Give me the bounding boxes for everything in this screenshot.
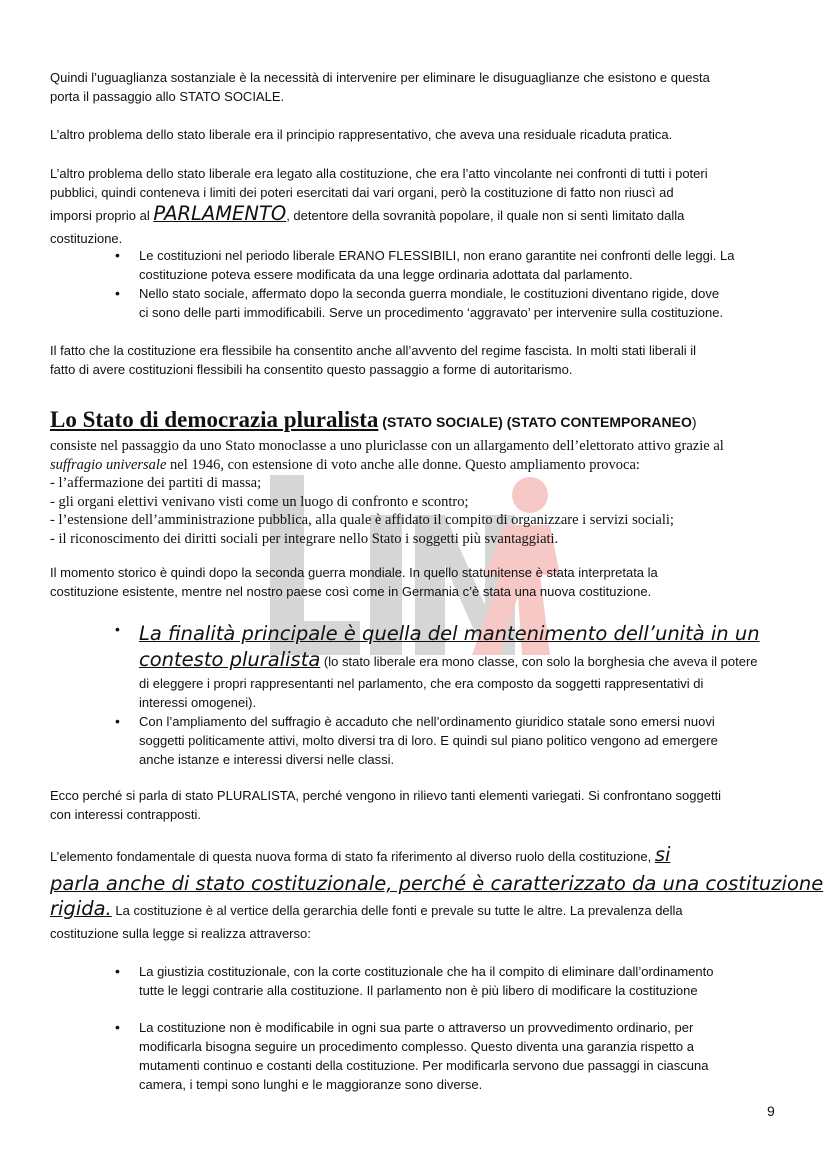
paragraph-costituzione-liberale: L’altro problema dello stato liberale era legato alla costituzione, che era l’atto vincolante nei confronti di tutti i poteri pubblici, quindi conteneva i limiti dei poteri esercitati dai vari organi, però la costituzione di fatto non riuscì ad imporsi proprio al PARLAMENTO, detentore della sovranità popolare, il quale non si sentì limitato dalla costituzione. bbox=[50, 166, 708, 246]
paragraph-momento-storico: Il momento storico è quindi dopo la seconda guerra mondiale. In quello statunitense è stata interpretata la costituzione esistente, mentre nel nostro paese così come in Germania c’è stata una nuova costituzione. bbox=[50, 565, 658, 599]
list-item: • La finalità principale è quella del mantenimento dell’unità in un contesto pluralista (lo stato liberale era mono classe, con solo la borghesia che aveva il potere di eleggere i propri rappresentanti nel parlamento, che era composto da soggetti rappresentativi di interessi omogenei). bbox=[115, 620, 780, 712]
list-item: • Le costituzioni nel periodo liberale ERANO FLESSIBILI, non erano garantite nei confronti delle leggi. La costituzione poteva essere modificata da una legge ordinaria adottata dal parlamento. bbox=[115, 246, 780, 284]
bullet-list-pluralismo bbox=[115, 620, 780, 769]
list-item: - l’affermazione dei partiti di massa; bbox=[50, 475, 262, 492]
heading-tags: (STATO SOCIALE) (STATO CONTEMPORANEO bbox=[378, 414, 692, 430]
list-item: - gli organi elettivi venivano visti come un luogo di confronto e scontro; bbox=[50, 493, 469, 510]
list-item: • La costituzione non è modificabile in ogni sua parte o attraverso un provvedimento ordinario, per modificarla bisogna seguire un procedimento complesso. Questo diventa una garanzia rispetto a mutamenti continuo e costanti della costituzione. Per modificarla servono due passaggi in ciascuna camera, i tempi sono lunghi e le maggioranze sono diverse. bbox=[115, 1018, 780, 1094]
paragraph-costituzione-flessibile: Il fatto che la costituzione era flessibile ha consentito anche all’avvento del regime fascista. In molti stati liberali il fatto di avere costituzioni flessibili ha consentito questo passaggio a forme di autoritarismo. bbox=[50, 343, 696, 377]
list-item: - il riconoscimento dei diritti sociali per integrare nello Stato i soggetti più svantaggiati. bbox=[50, 530, 559, 547]
costituzione-rigida-emphasis: parla anche di stato costituzionale, perché è caratterizzato da una costituzione bbox=[50, 872, 824, 895]
list-item: • Nello stato sociale, affermato dopo la seconda guerra mondiale, le costituzioni diventano rigide, dove ci sono delle parti immodificabili. Serve un procedimento ‘aggravato’ per intervenire sulla costituzione. bbox=[115, 284, 780, 322]
parlamento-emphasis: PARLAMENTO bbox=[153, 202, 287, 225]
heading-title: Lo Stato di democrazia pluralista bbox=[50, 407, 379, 432]
paragraph-pluralista: Ecco perché si parla di stato PLURALISTA, perché vengono in rilievo tanti elementi variegati. Si confrontano soggetti con interessi contrapposti. bbox=[50, 788, 722, 822]
list-item: • Con l’ampliamento del suffragio è accaduto che nell’ordinamento giuridico statale sono emersi nuovi soggetti politicamente attivi, molto diversi tra di loro. E quindi sul piano politico vengono ad emergere anche istanze e interessi diversi nelle classi. bbox=[115, 712, 780, 769]
paragraph-stato-costituzionale: L’elemento fondamentale di questa nuova forma di stato fa riferimento al diverso ruolo della costituzione, si parla anche di stato costituzionale, perché è caratterizzato da una costituzione rigida. La costituzione è al vertice della gerarchia delle fonti e prevale su tutte le altre. La prevalenza della costituzione sulla legge si realizza attraverso: bbox=[50, 843, 824, 941]
paragraph-uguaglianza: Quindi l’uguaglianza sostanziale è la necessità di intervenire per eliminare le disuguaglianze che esistono e questa porta il passaggio allo STATO SOCIALE. bbox=[50, 70, 710, 104]
bullet-list-costituzioni bbox=[115, 246, 780, 322]
list-item: - l’estensione dell’amministrazione pubblica, alla quale è affidato il compito di organizzare i servizi sociali; bbox=[50, 512, 674, 529]
section-heading: Lo Stato di democrazia pluralista (STATO SOCIALE) (STATO CONTEMPORANEO) bbox=[50, 407, 697, 432]
page-number: 9 bbox=[767, 1103, 775, 1119]
serif-paragraph-pluriclasse: consiste nel passaggio da uno Stato monoclasse a uno pluriclasse con un allargamento dell’elettorato attivo grazie al suffragio universale nel 1946, con estensione di voto anche alle donne. Questo ampliamento provoca: - l’affermazione dei partiti di massa; - gli organi elettivi venivano visti come un luogo di confronto e scontro; - l’estensione dell’amministrazione pubblica, alla quale è affidato il compito di organizzare i servizi sociali; - il riconoscimento dei diritti sociali per integrare nello Stato i soggetti più svantaggiati. bbox=[50, 437, 790, 549]
paragraph-principio-rappresentativo: L’altro problema dello stato liberale era il principio rappresentativo, che aveva una residuale ricaduta pratica. bbox=[50, 127, 673, 142]
bullet-list-prevalenza bbox=[115, 962, 780, 1094]
finalita-emphasis: • La finalità principale è quella del mantenimento dell’unità in un bbox=[139, 622, 760, 645]
list-item: • La giustizia costituzionale, con la corte costituzionale che ha il compito di eliminare dall’ordinamento tutte le leggi contrarie alla costituzione. Il parlamento non è più libero di modificare la costituzione bbox=[115, 962, 780, 1000]
